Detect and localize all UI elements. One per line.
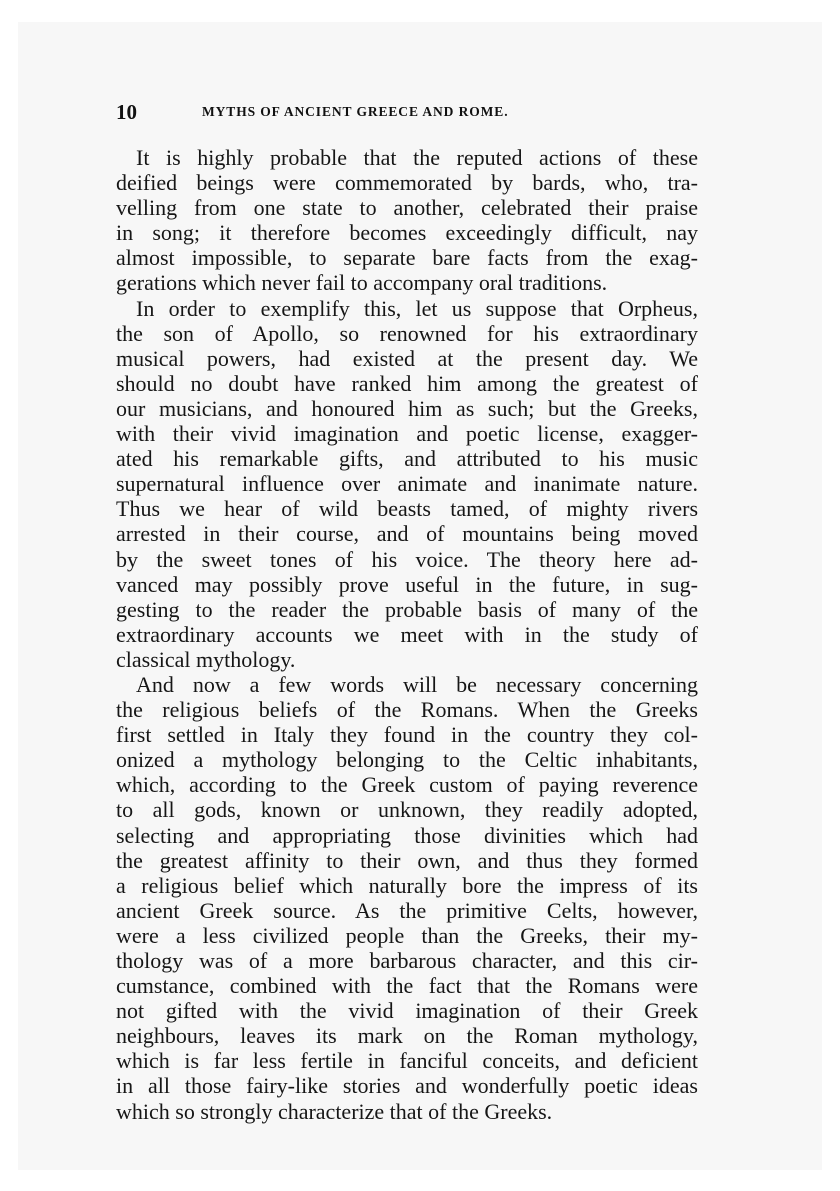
- text-line: extraordinary accounts we meet with in the study of: [116, 621, 698, 647]
- text-line: And now a few words will be necessary concerning: [136, 671, 698, 697]
- paragraph: [116, 296, 698, 672]
- text-line: gesting to the reader the probable basis of many of the: [116, 596, 698, 622]
- text-line: the greatest affinity to their own, and thus they formed: [116, 847, 698, 873]
- text-line: the religious beliefs of the Romans. When the Greeks: [116, 697, 698, 723]
- text-line: It is highly probable that the reputed actions of these: [136, 145, 698, 170]
- text-line: first settled in Italy they found in the country they col-: [116, 722, 698, 748]
- text-line: to all gods, known or unknown, they readily adopted,: [116, 797, 698, 823]
- text-line: selecting and appropriating those divinities which had: [116, 822, 698, 848]
- text-line: were a less civilized people than the Greeks, their my-: [116, 922, 698, 948]
- text-line: ancient Greek source. As the primitive Celts, however,: [116, 897, 698, 923]
- page-number: 10: [116, 100, 137, 124]
- text-line: with their vivid imagination and poetic license, exagger-: [116, 421, 698, 447]
- text-line: which, according to the Greek custom of paying reverence: [116, 772, 698, 798]
- text-line: ated his remarkable gifts, and attributed to his music: [116, 446, 698, 472]
- running-head: [116, 100, 700, 130]
- text-line: which is far less fertile in fanciful conceits, and deficient: [116, 1048, 698, 1074]
- text-line: deified beings were commemorated by bards, who, tra-: [116, 170, 698, 196]
- text-line: Thus we hear of wild beasts tamed, of mighty rivers: [116, 496, 698, 522]
- text-line: in song; it therefore becomes exceedingly difficult, nay: [116, 220, 698, 246]
- text-line: In order to exemplify this, let us suppose that Orpheus,: [136, 295, 698, 321]
- text-line: almost impossible, to separate bare facts from the exag-: [116, 245, 698, 271]
- text-line: cumstance, combined with the fact that the Romans were: [116, 973, 698, 999]
- text-line: vanced may possibly prove useful in the future, in sug-: [116, 571, 698, 597]
- text-line: in all those fairy-like stories and wonderfully poetic ideas: [116, 1073, 698, 1099]
- text-line: a religious belief which naturally bore the impress of its: [116, 872, 698, 898]
- body-text: [116, 145, 698, 1124]
- paragraph: [116, 145, 698, 296]
- text-line: by the sweet tones of his voice. The theory here ad-: [116, 546, 698, 572]
- paragraph: [116, 672, 698, 1124]
- text-line: classical mythology.: [116, 646, 296, 672]
- text-line: which so strongly characterize that of the Greeks.: [116, 1098, 553, 1124]
- running-title: MYTHS OF ANCIENT GREECE AND ROME.: [202, 104, 509, 119]
- text-line: not gifted with the vivid imagination of their Greek: [116, 998, 698, 1024]
- text-line: the son of Apollo, so renowned for his extraordinary: [116, 320, 698, 346]
- text-line: gerations which never fail to accompany oral traditions.: [116, 270, 608, 296]
- text-line: our musicians, and honoured him as such; but the Greeks,: [116, 395, 698, 421]
- text-line: neighbours, leaves its mark on the Roman mythology,: [116, 1023, 698, 1049]
- text-line: supernatural influence over animate and inanimate nature.: [116, 471, 698, 497]
- text-line: should no doubt have ranked him among the greatest of: [116, 370, 698, 396]
- text-line: onized a mythology belonging to the Celtic inhabitants,: [116, 747, 698, 773]
- text-line: thology was of a more barbarous character, and this cir-: [116, 948, 698, 973]
- text-line: musical powers, had existed at the present day. We: [116, 345, 698, 371]
- text-line: velling from one state to another, celebrated their praise: [116, 195, 698, 221]
- text-line: arrested in their course, and of mountains being moved: [116, 521, 698, 547]
